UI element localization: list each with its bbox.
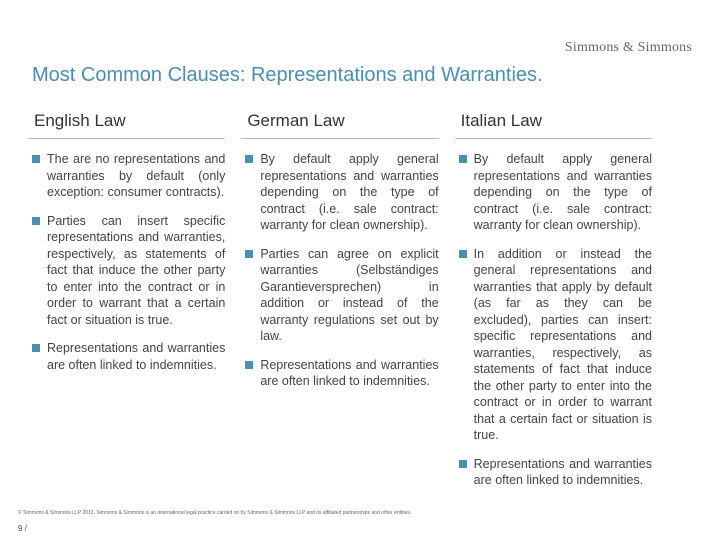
page-number: 9 / (18, 524, 27, 533)
list-item: By default apply general representations and warranties depending on the type of contract (i.e. sale contract: warranty for clean ownership). (241, 151, 438, 234)
column-italian-law (447, 104, 660, 489)
list-item: Representations and warranties are often linked to indemnities. (241, 357, 438, 390)
square-bullet-icon (459, 250, 467, 258)
square-bullet-icon (245, 361, 253, 369)
list-item: Parties can insert specific representations and warranties, respectively, as statements of fact that induce the other party to enter into the contract or in order to warrant that a certain fact or situation is true. (28, 213, 225, 329)
column-heading: Italian Law (455, 104, 652, 139)
simmons-logo: Simmons & Simmons (564, 40, 692, 55)
square-bullet-icon (245, 250, 253, 258)
square-bullet-icon (245, 155, 253, 163)
list-item: Representations and warranties are often linked to indemnities. (455, 456, 652, 489)
list-item: The are no representations and warranties by default (only exception: consumer contracts). (28, 151, 225, 201)
column-german-law (233, 104, 446, 489)
list-item: In addition or instead the general representations and warranties that apply by default (as far as they can be excluded), parties can insert: specific representations and warranties, respectively, as statements of fact that induce the other party to enter into the contract or in order to warrant that a certain fact or situation is true. (455, 246, 652, 444)
list-item: Representations and warranties are often linked to indemnities. (28, 340, 225, 373)
column-heading: German Law (241, 104, 438, 139)
square-bullet-icon (459, 460, 467, 468)
list-item: By default apply general representations and warranties depending on the type of contract (i.e. sale contract: warranty for clean ownership). (455, 151, 652, 234)
square-bullet-icon (32, 344, 40, 352)
comparison-table (28, 104, 660, 489)
copyright-footer: © Simmons & Simmons LLP 2013. Simmons & Simmons is an international legal practice carried on by Simmons & Simmons LLP and its affiliated partnerships and other entities. (18, 510, 412, 516)
square-bullet-icon (32, 155, 40, 163)
square-bullet-icon (32, 217, 40, 225)
page-title: Most Common Clauses: Representations and Warranties. (32, 64, 543, 86)
square-bullet-icon (459, 155, 467, 163)
list-item: Parties can agree on explicit warranties (Selbständiges Garantieversprechen) in addition or instead of the warranty regulations set out by law. (241, 246, 438, 345)
column-heading: English Law (28, 104, 225, 139)
column-english-law (28, 104, 233, 489)
